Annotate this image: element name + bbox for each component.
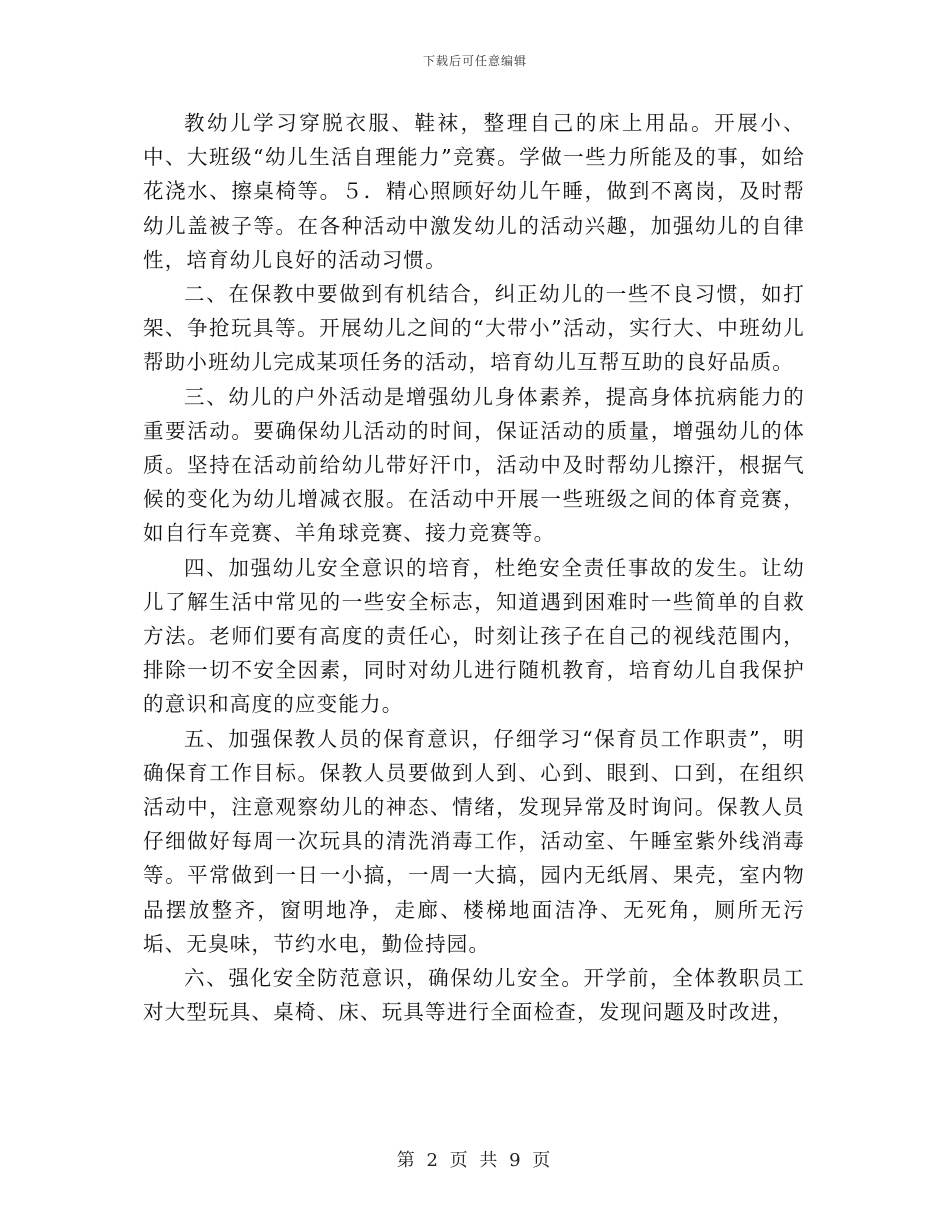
page-header: 下载后可任意编辑: [422, 54, 527, 68]
document-body: [143, 106, 805, 1029]
paragraph-5: 五、加强保教人员的保育意识，仔细学习“保育员工作职责”，明确保育工作目标。保教人员要做到人到、心到、眼到、口到，在组织活动中，注意观察幼儿的神态、情绪，发现异常及时询问。保教人员仔细做好每周一次玩具的清洗消毒工作，活动室、午睡室紫外线消毒等。平常做到一日一小搞，一周一大搞，园内无纸屑、果壳，室内物品摆放整齐，窗明地净，走廊、楼梯地面洁净、无死角，厕所无污垢、无臭味，节约水电，勤俭持园。: [143, 726, 805, 956]
paragraph-1: 教幼儿学习穿脱衣服、鞋袜，整理自己的床上用品。开展小、中、大班级“幼儿生活自理能力”竞赛。学做一些力所能及的事，如给花浇水、擦桌椅等。５．精心照顾好幼儿午睡，做到不离岗，及时帮幼儿盖被子等。在各种活动中激发幼儿的活动兴趣，加强幼儿的自律性，培育幼儿良好的活动习惯。: [143, 111, 805, 272]
paragraph-6: 六、强化安全防范意识，确保幼儿安全。开学前，全体教职员工对大型玩具、桌椅、床、玩具等进行全面检查，发现问题及时改进，: [143, 966, 805, 1025]
page-number: 第 2 页 共 9 页: [396, 1150, 554, 1171]
paragraph-4: 四、加强幼儿安全意识的培育，杜绝安全责任事故的发生。让幼儿了解生活中常见的一些安全标志，知道遇到困难时一些简单的自救方法。老师们要有高度的责任心，时刻让孩子在自己的视线范围内，排除一切不安全因素，同时对幼儿进行随机教育，培育幼儿自我保护的意识和高度的应变能力。: [143, 555, 805, 717]
paragraph-2: 二、在保教中要做到有机结合，纠正幼儿的一些不良习惯，如打架、争抢玩具等。开展幼儿之间的“大带小”活动，实行大、中班幼儿帮助小班幼儿完成某项任务的活动，培育幼儿互帮互助的良好品质。: [143, 282, 805, 375]
paragraph-3: 三、幼儿的户外活动是增强幼儿身体素养，提高身体抗病能力的重要活动。要确保幼儿活动的时间，保证活动的质量，增强幼儿的体质。坚持在活动前给幼儿带好汗巾，活动中及时帮幼儿擦汗，根据气候的变化为幼儿增减衣服。在活动中开展一些班级之间的体育竞赛，如自行车竞赛、羊角球竞赛、接力竞赛等。: [143, 384, 805, 546]
